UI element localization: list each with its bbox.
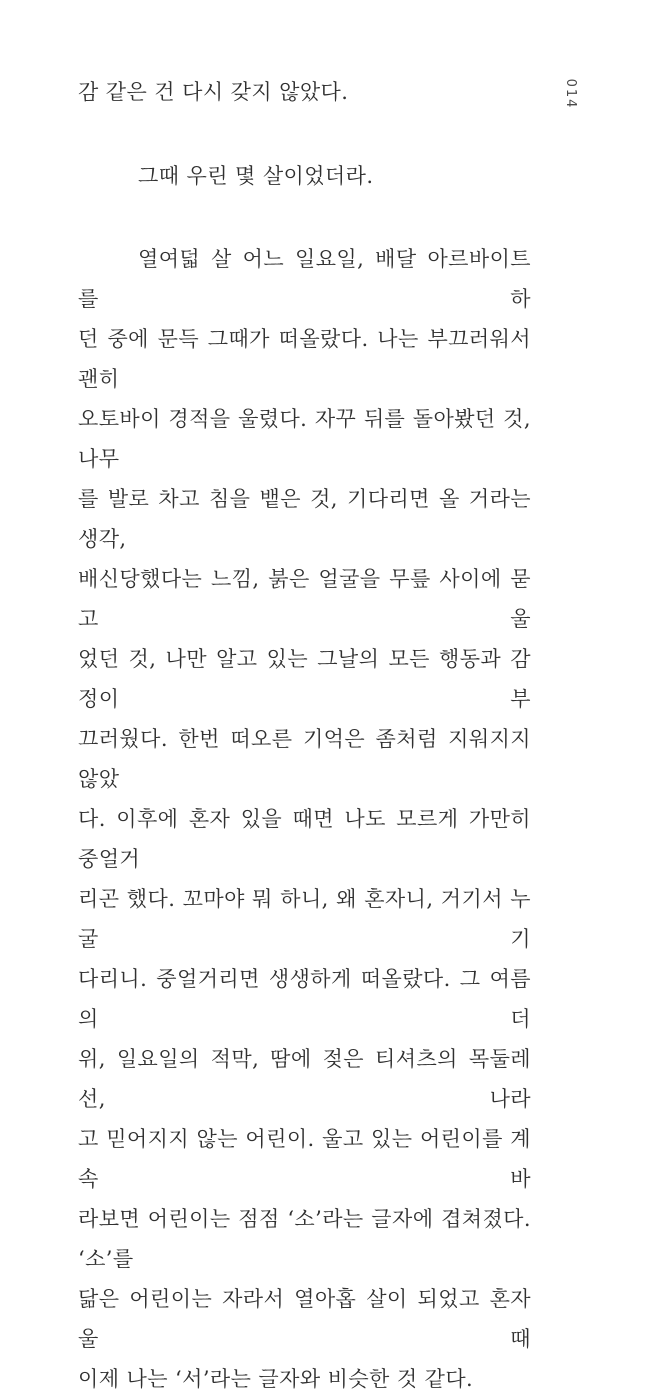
- text-line: 를 발로 차고 침을 뱉은 것, 기다리면 올 거라는 생각,: [78, 487, 531, 551]
- paragraph-closing-line: 감 같은 건 다시 갖지 않았다.: [78, 80, 349, 104]
- body-paragraph: [78, 239, 531, 1399]
- page-text-block: [78, 0, 531, 1399]
- text-line: 리곤 했다. 꼬마야 뭐 하니, 왜 혼자니, 거기서 누굴 기: [78, 887, 531, 951]
- text-line: 열여덟 살 어느 일요일, 배달 아르바이트를 하: [78, 247, 531, 311]
- text-line: 고 믿어지지 않는 어린이. 울고 있는 어린이를 계속 바: [78, 1127, 531, 1191]
- dialogue-line: 그때 우린 몇 살이었더라.: [138, 164, 374, 188]
- text-line: 끄러웠다. 한번 떠오른 기억은 좀처럼 지워지지 않았: [78, 727, 531, 791]
- text-line: 이제 나는 ‘서’라는 글자와 비슷한 것 같다.: [78, 1367, 474, 1391]
- text-line: 닮은 어린이는 자라서 열아홉 살이 되었고 혼자 울 때: [78, 1287, 531, 1351]
- text-line: 었던 것, 나만 알고 있는 그날의 모든 행동과 감정이 부: [78, 647, 531, 711]
- text-line: 던 중에 문득 그때가 떠올랐다. 나는 부끄러워서 괜히: [78, 327, 531, 391]
- text-line: 배신당했다는 느낌, 붉은 얼굴을 무릎 사이에 묻고 울: [78, 567, 531, 631]
- text-line: 라보면 어린이는 점점 ‘소’라는 글자에 겹쳐졌다. ‘소’를: [78, 1207, 531, 1271]
- page-number: 014: [563, 78, 578, 110]
- text-line: 다. 이후에 혼자 있을 때면 나도 모르게 가만히 중얼거: [78, 807, 531, 871]
- text-line: 위, 일요일의 적막, 땀에 젖은 티셔츠의 목둘레선, 나라: [78, 1047, 531, 1111]
- text-line: 오토바이 경적을 울렸다. 자꾸 뒤를 돌아봤던 것, 나무: [78, 407, 531, 471]
- text-line: 다리니. 중얼거리면 생생하게 떠올랐다. 그 여름의 더: [78, 967, 531, 1031]
